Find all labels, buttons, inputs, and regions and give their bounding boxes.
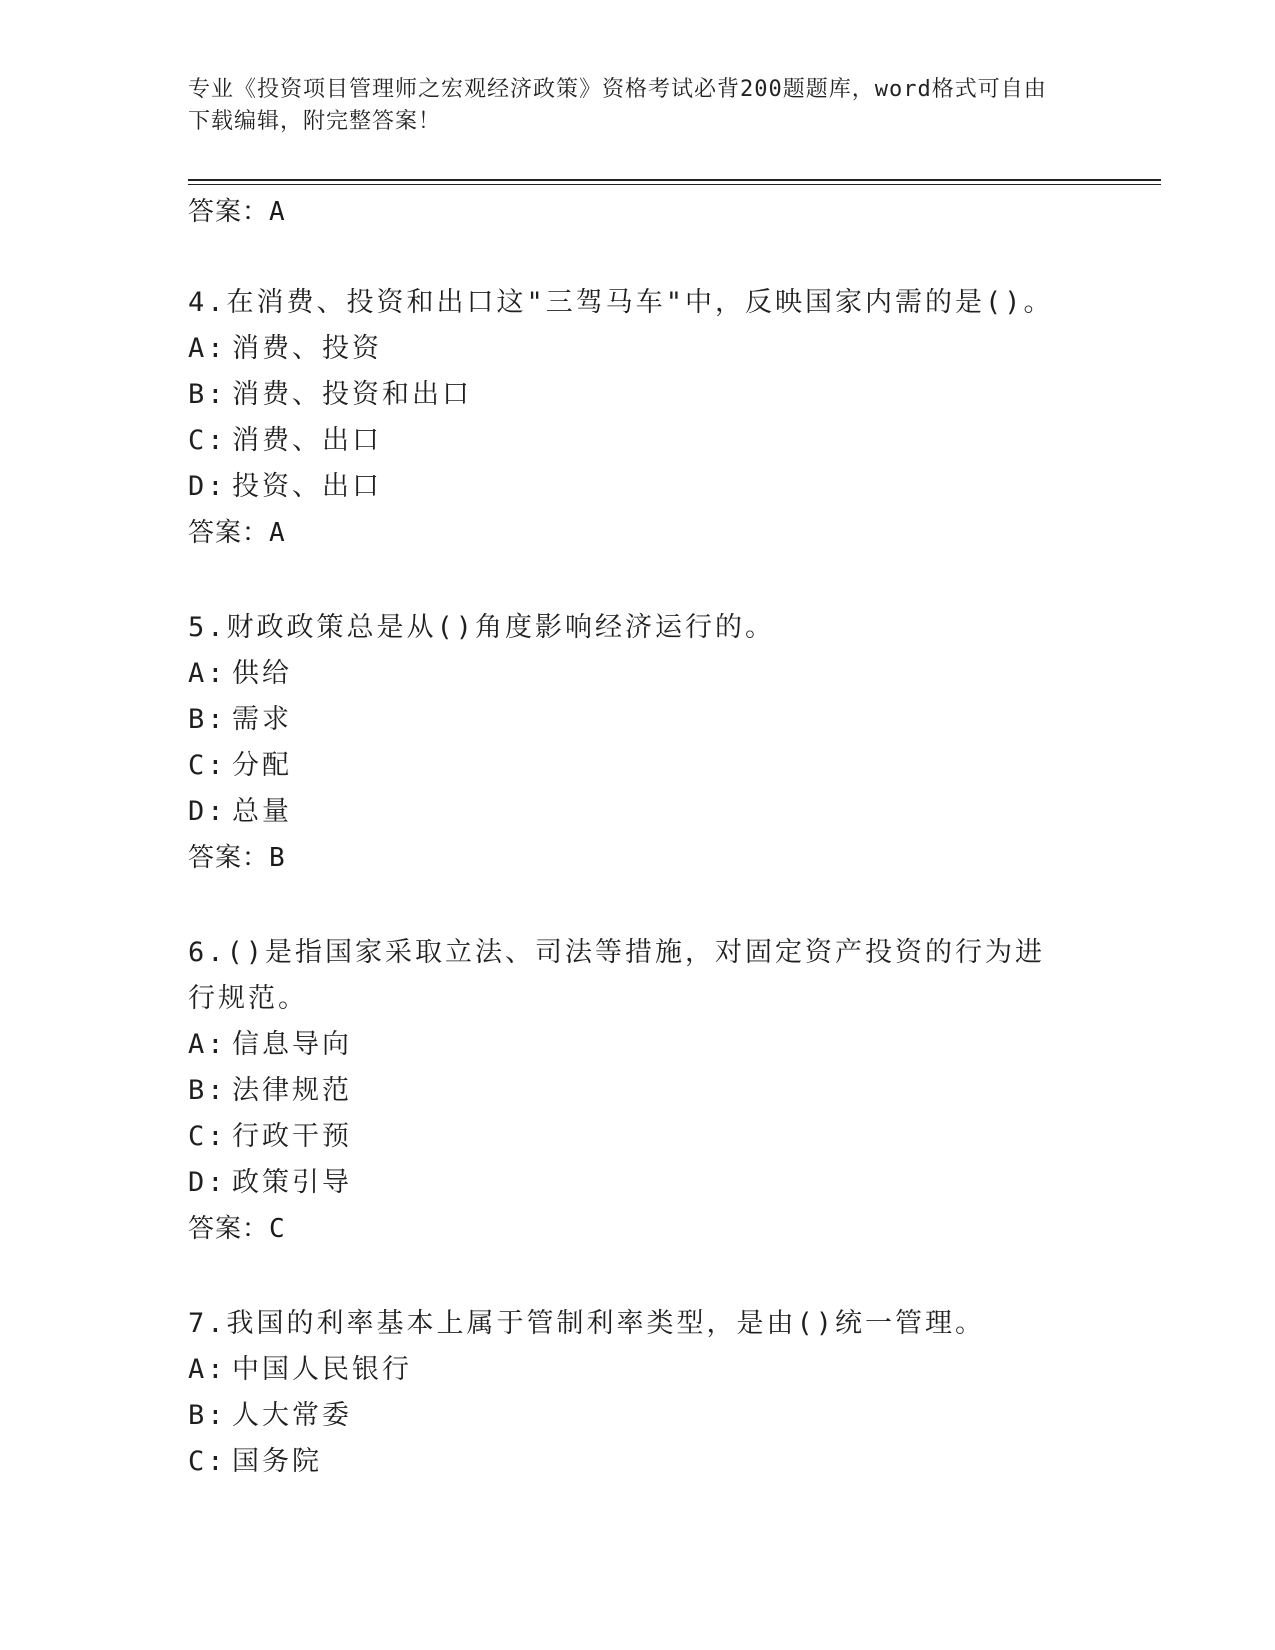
option-key: D: — [188, 796, 227, 827]
option-key: C: — [188, 425, 227, 456]
option-key: B: — [188, 1400, 227, 1431]
answer-label: 答案：C — [188, 1214, 286, 1244]
option-key: B: — [188, 1075, 227, 1106]
option-a — [188, 326, 1068, 372]
option-text: 消费、投资和出口 — [232, 379, 472, 410]
option-b — [188, 1393, 1068, 1439]
question-text: 4.在消费、投资和出口这"三驾马车"中，反映国家内需的是()。 — [188, 287, 1054, 318]
option-a — [188, 1022, 1068, 1068]
option-text: 供给 — [232, 658, 292, 689]
document-header — [188, 74, 1068, 138]
option-b — [188, 697, 1068, 743]
option-b — [188, 1068, 1068, 1114]
option-key: C: — [188, 1446, 227, 1477]
option-text: 国务院 — [232, 1446, 322, 1477]
previous-answer: 答案：A — [188, 197, 286, 227]
option-c — [188, 418, 1068, 464]
header-divider-thick — [188, 179, 1161, 181]
question-list — [188, 193, 1068, 1485]
option-text: 中国人民银行 — [232, 1354, 412, 1385]
option-key: B: — [188, 379, 227, 410]
option-c — [188, 1439, 1068, 1485]
option-d — [188, 1160, 1068, 1206]
option-text: 法律规范 — [232, 1075, 352, 1106]
option-key: D: — [188, 1167, 227, 1198]
question-text: 5.财政政策总是从()角度影响经济运行的。 — [188, 612, 776, 643]
option-key: C: — [188, 1121, 227, 1152]
option-key: A: — [188, 333, 227, 364]
option-text: 行政干预 — [232, 1121, 352, 1152]
question-item — [188, 930, 1068, 1252]
option-text: 分配 — [232, 750, 292, 781]
option-a — [188, 651, 1068, 697]
option-text: 总量 — [232, 796, 292, 827]
option-text: 消费、出口 — [232, 425, 382, 456]
option-key: A: — [188, 1029, 227, 1060]
question-text: 6.()是指国家采取立法、司法等措施，对固定资产投资的行为进行规范。 — [188, 937, 1046, 1014]
option-key: B: — [188, 704, 227, 735]
question-text: 7.我国的利率基本上属于管制利率类型，是由()统一管理。 — [188, 1308, 986, 1339]
option-c — [188, 1114, 1068, 1160]
question-item — [188, 1301, 1068, 1485]
answer-label: 答案：A — [188, 518, 286, 548]
option-d — [188, 464, 1068, 510]
option-b — [188, 372, 1068, 418]
option-c — [188, 743, 1068, 789]
option-text: 投资、出口 — [232, 471, 382, 502]
header-divider-thin — [188, 184, 1161, 185]
option-key: C: — [188, 750, 227, 781]
option-d — [188, 789, 1068, 835]
option-text: 消费、投资 — [232, 333, 382, 364]
header-text: 专业《投资项目管理师之宏观经济政策》资格考试必背200题题库，word格式可自由下载编辑，附完整答案！ — [188, 77, 1047, 134]
option-text: 政策引导 — [232, 1167, 352, 1198]
option-text: 信息导向 — [232, 1029, 352, 1060]
option-text: 人大常委 — [232, 1400, 352, 1431]
option-key: A: — [188, 658, 227, 689]
question-item — [188, 605, 1068, 881]
option-key: D: — [188, 471, 227, 502]
option-a — [188, 1347, 1068, 1393]
option-text: 需求 — [232, 704, 292, 735]
answer-label: 答案：B — [188, 843, 286, 873]
option-key: A: — [188, 1354, 227, 1385]
question-item — [188, 280, 1068, 556]
